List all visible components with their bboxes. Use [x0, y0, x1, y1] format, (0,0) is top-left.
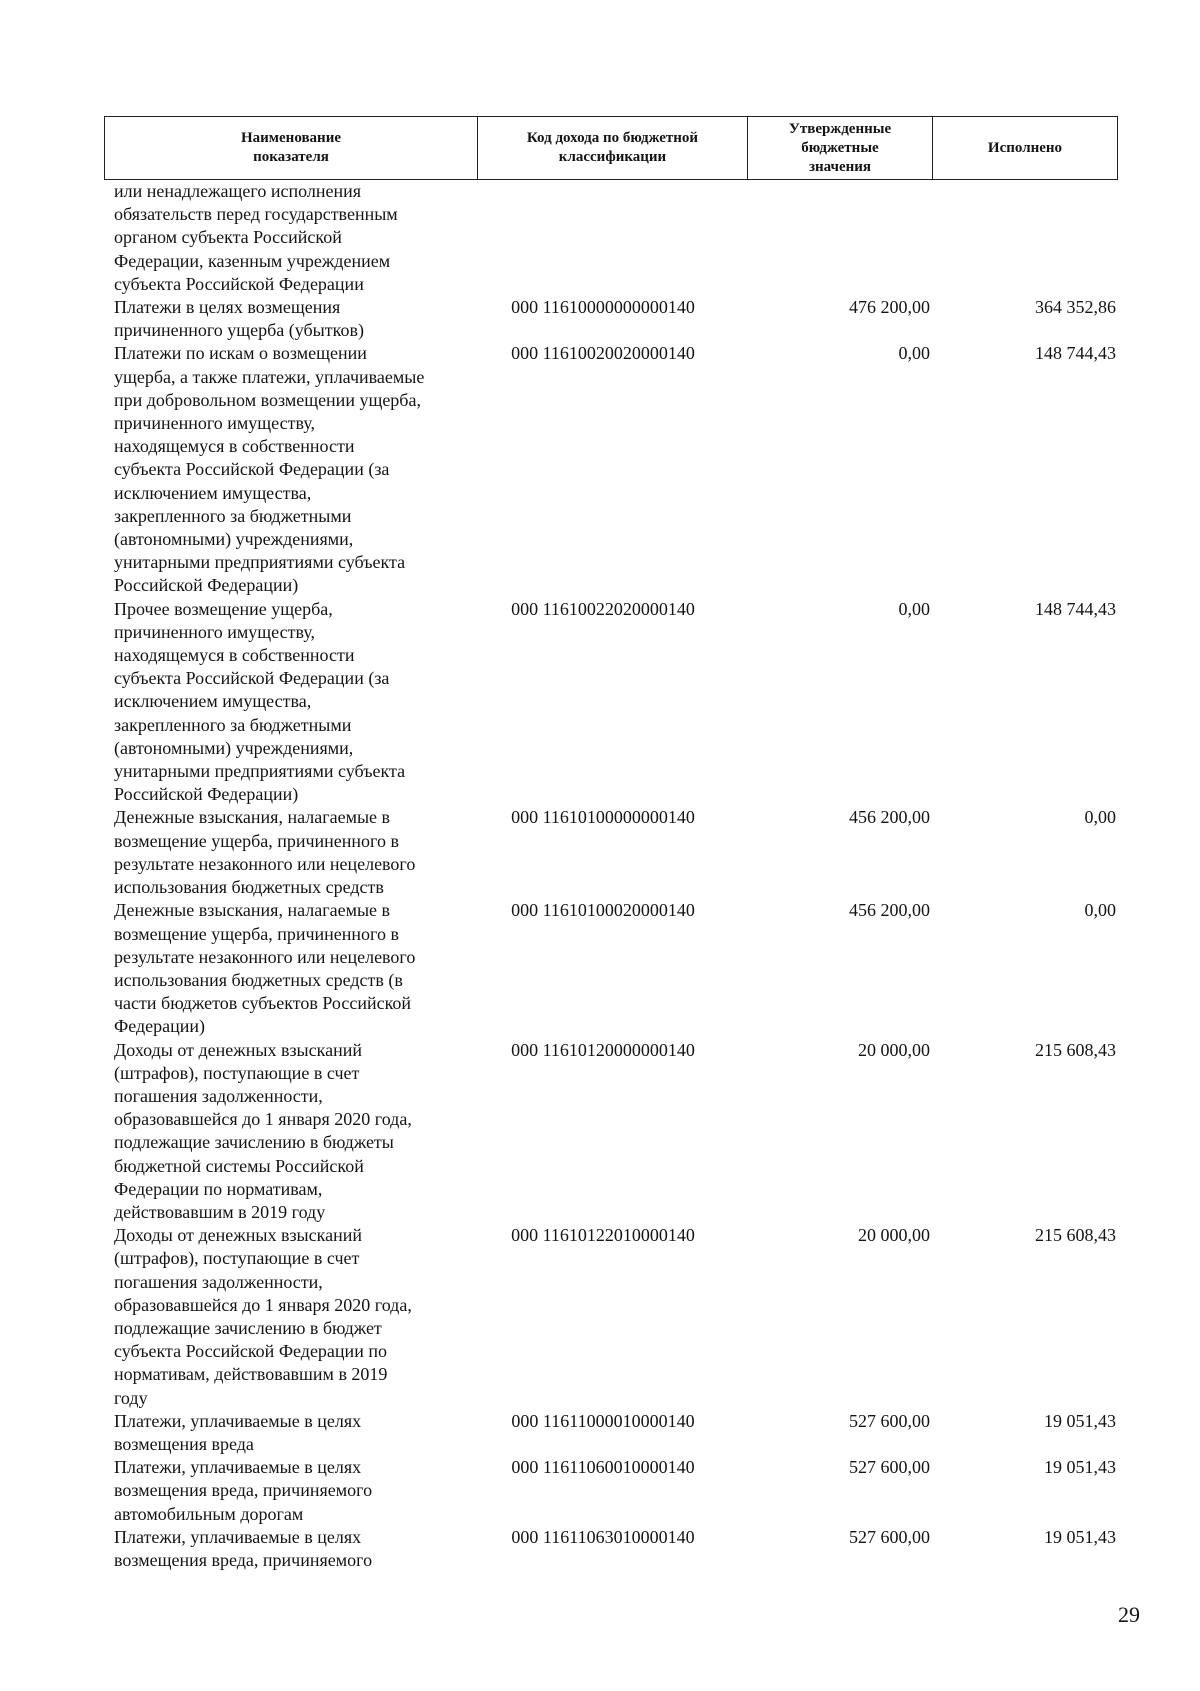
- indicator-name-line: Российской Федерации): [114, 784, 299, 805]
- indicator-name: [114, 1526, 474, 1572]
- indicator-name-line: образовавшейся до 1 января 2020 года,: [114, 1109, 412, 1130]
- indicator-name-line: Платежи, уплачиваемые в целях: [114, 1410, 362, 1431]
- table-body: [114, 180, 1118, 1572]
- indicator-name: [114, 598, 474, 807]
- indicator-name-line: причиненного ущерба (убытков): [114, 320, 364, 341]
- indicator-name-line: возмещения вреда, причиняемого: [114, 1480, 373, 1501]
- approved-value: 20 000,00: [858, 1039, 930, 1060]
- budget-code: 000 11610100020000140: [511, 900, 695, 921]
- budget-code: 000 11611060010000140: [511, 1457, 695, 1478]
- indicator-name: [114, 296, 474, 342]
- approved-value: 527 600,00: [849, 1410, 930, 1431]
- indicator-name-line: использования бюджетных средств: [114, 877, 384, 898]
- indicator-name-line: использования бюджетных средств (в: [114, 969, 403, 990]
- table-header: [104, 116, 1118, 180]
- header-code: Код дохода по бюджетной классификации: [478, 117, 748, 179]
- indicator-name: [114, 1224, 474, 1410]
- table-row: [114, 180, 1118, 296]
- indicator-name: [114, 342, 474, 597]
- page-number: 29: [1118, 1602, 1140, 1627]
- indicator-name-line: подлежащие зачислению в бюджет: [114, 1317, 382, 1338]
- indicator-name-line: Платежи, уплачиваемые в целях: [114, 1457, 362, 1478]
- indicator-name-line: унитарными предприятиями субъекта: [114, 761, 406, 782]
- indicator-name-line: Федерации): [114, 1016, 206, 1037]
- header-name: Наименование показателя: [105, 117, 478, 179]
- table-row: [114, 806, 1118, 899]
- indicator-name-line: обязательств перед государственным: [114, 204, 398, 225]
- indicator-name-line: находящемуся в собственности: [114, 645, 355, 666]
- approved-value: 456 200,00: [849, 900, 930, 921]
- indicator-name-line: органом субъекта Российской: [114, 227, 342, 248]
- table-row: [114, 342, 1118, 597]
- budget-code: 000 11610100000000140: [511, 807, 695, 828]
- indicator-name-line: возмещения вреда: [114, 1433, 254, 1454]
- indicator-name-line: Платежи в целях возмещения: [114, 297, 341, 318]
- table-row: [114, 598, 1118, 807]
- indicator-name-line: результате незаконного или нецелевого: [114, 946, 416, 967]
- indicator-name-line: ущерба, а также платежи, уплачиваемые: [114, 366, 425, 387]
- indicator-name-line: Федерации, казенным учреждением: [114, 250, 391, 271]
- indicator-name-line: субъекта Российской Федерации (за: [114, 668, 390, 689]
- indicator-name-line: унитарными предприятиями субъекта: [114, 552, 406, 573]
- indicator-name: [114, 1410, 474, 1456]
- approved-value: 456 200,00: [849, 807, 930, 828]
- indicator-name: [114, 180, 474, 296]
- indicator-name-line: субъекта Российской Федерации: [114, 273, 364, 294]
- indicator-name-line: Денежные взыскания, налагаемые в: [114, 900, 391, 921]
- indicator-name-line: (штрафов), поступающие в счет: [114, 1062, 360, 1083]
- indicator-name-line: (автономными) учреждениями,: [114, 529, 354, 550]
- budget-code: 000 11610120000000140: [511, 1039, 695, 1060]
- approved-value: 0,00: [898, 598, 930, 619]
- indicator-name-line: субъекта Российской Федерации по: [114, 1341, 387, 1362]
- executed-value: 19 051,43: [1044, 1457, 1116, 1478]
- indicator-name: [114, 1456, 474, 1526]
- indicator-name-line: Денежные взыскания, налагаемые в: [114, 807, 391, 828]
- indicator-name-line: действовавшим в 2019 году: [114, 1201, 326, 1222]
- approved-value: 0,00: [898, 343, 930, 364]
- executed-value: 215 608,43: [1035, 1039, 1116, 1060]
- executed-value: 19 051,43: [1044, 1410, 1116, 1431]
- header-plan: Утвержденные бюджетные значения: [748, 117, 933, 179]
- executed-value: 19 051,43: [1044, 1526, 1116, 1547]
- budget-code: 000 11611063010000140: [511, 1526, 695, 1547]
- indicator-name-line: исключением имущества,: [114, 482, 312, 503]
- table-row: [114, 1526, 1118, 1572]
- indicator-name-line: находящемуся в собственности: [114, 436, 355, 457]
- indicator-name-line: погашения задолженности,: [114, 1271, 323, 1292]
- budget-code: 000 11610122010000140: [511, 1225, 695, 1246]
- indicator-name-line: части бюджетов субъектов Российской: [114, 993, 412, 1014]
- indicator-name-line: подлежащие зачислению в бюджеты: [114, 1132, 394, 1153]
- table-row: [114, 296, 1118, 342]
- indicator-name-line: (автономными) учреждениями,: [114, 737, 354, 758]
- indicator-name-line: Прочее возмещение ущерба,: [114, 598, 333, 619]
- approved-value: 476 200,00: [849, 297, 930, 318]
- table-row: [114, 899, 1118, 1038]
- indicator-name-line: или ненадлежащего исполнения: [114, 181, 361, 201]
- indicator-name-line: закрепленного за бюджетными: [114, 714, 352, 735]
- indicator-name-line: Федерации по нормативам,: [114, 1178, 323, 1199]
- budget-code: 000 11610022020000140: [511, 598, 695, 619]
- indicator-name: [114, 806, 474, 899]
- indicator-name-line: году: [114, 1387, 148, 1408]
- indicator-name-line: субъекта Российской Федерации (за: [114, 459, 390, 480]
- indicator-name-line: исключением имущества,: [114, 691, 312, 712]
- executed-value: 215 608,43: [1035, 1225, 1116, 1246]
- table-row: [114, 1410, 1118, 1456]
- indicator-name-line: возмещение ущерба, причиненного в: [114, 830, 399, 851]
- indicator-name-line: при добровольном возмещении ущерба,: [114, 389, 421, 410]
- indicator-name-line: Платежи, уплачиваемые в целях: [114, 1526, 362, 1547]
- indicator-name: [114, 899, 474, 1038]
- indicator-name-line: погашения задолженности,: [114, 1085, 323, 1106]
- indicator-name-line: Доходы от денежных взысканий: [114, 1039, 362, 1060]
- executed-value: 148 744,43: [1035, 598, 1116, 619]
- indicator-name-line: Доходы от денежных взысканий: [114, 1225, 362, 1246]
- indicator-name-line: бюджетной системы Российской: [114, 1155, 364, 1176]
- budget-code: 000 11610020020000140: [511, 343, 695, 364]
- indicator-name: [114, 1039, 474, 1225]
- indicator-name-line: (штрафов), поступающие в счет: [114, 1248, 360, 1269]
- indicator-name-line: Платежи по искам о возмещении: [114, 343, 367, 364]
- indicator-name-line: результате незаконного или нецелевого: [114, 853, 416, 874]
- executed-value: 364 352,86: [1035, 297, 1116, 318]
- executed-value: 0,00: [1084, 807, 1116, 828]
- approved-value: 20 000,00: [858, 1225, 930, 1246]
- indicator-name-line: нормативам, действовавшим в 2019: [114, 1364, 388, 1385]
- table-row: [114, 1456, 1118, 1526]
- executed-value: 0,00: [1084, 900, 1116, 921]
- indicator-name-line: возмещения вреда, причиняемого: [114, 1549, 373, 1570]
- table-row: [114, 1039, 1118, 1225]
- budget-code: 000 11611000010000140: [511, 1410, 695, 1431]
- budget-code: 000 11610000000000140: [511, 297, 695, 318]
- indicator-name-line: причиненного имуществу,: [114, 621, 316, 642]
- indicator-name-line: образовавшейся до 1 января 2020 года,: [114, 1294, 412, 1315]
- header-exec: Исполнено: [987, 139, 1063, 156]
- approved-value: 527 600,00: [849, 1457, 930, 1478]
- indicator-name-line: закрепленного за бюджетными: [114, 505, 352, 526]
- approved-value: 527 600,00: [849, 1526, 930, 1547]
- indicator-name-line: причиненного имуществу,: [114, 413, 316, 434]
- executed-value: 148 744,43: [1035, 343, 1116, 364]
- indicator-name-line: автомобильным дорогам: [114, 1503, 304, 1524]
- table-row: [114, 1224, 1118, 1410]
- indicator-name-line: возмещение ущерба, причиненного в: [114, 923, 399, 944]
- indicator-name-line: Российской Федерации): [114, 575, 299, 596]
